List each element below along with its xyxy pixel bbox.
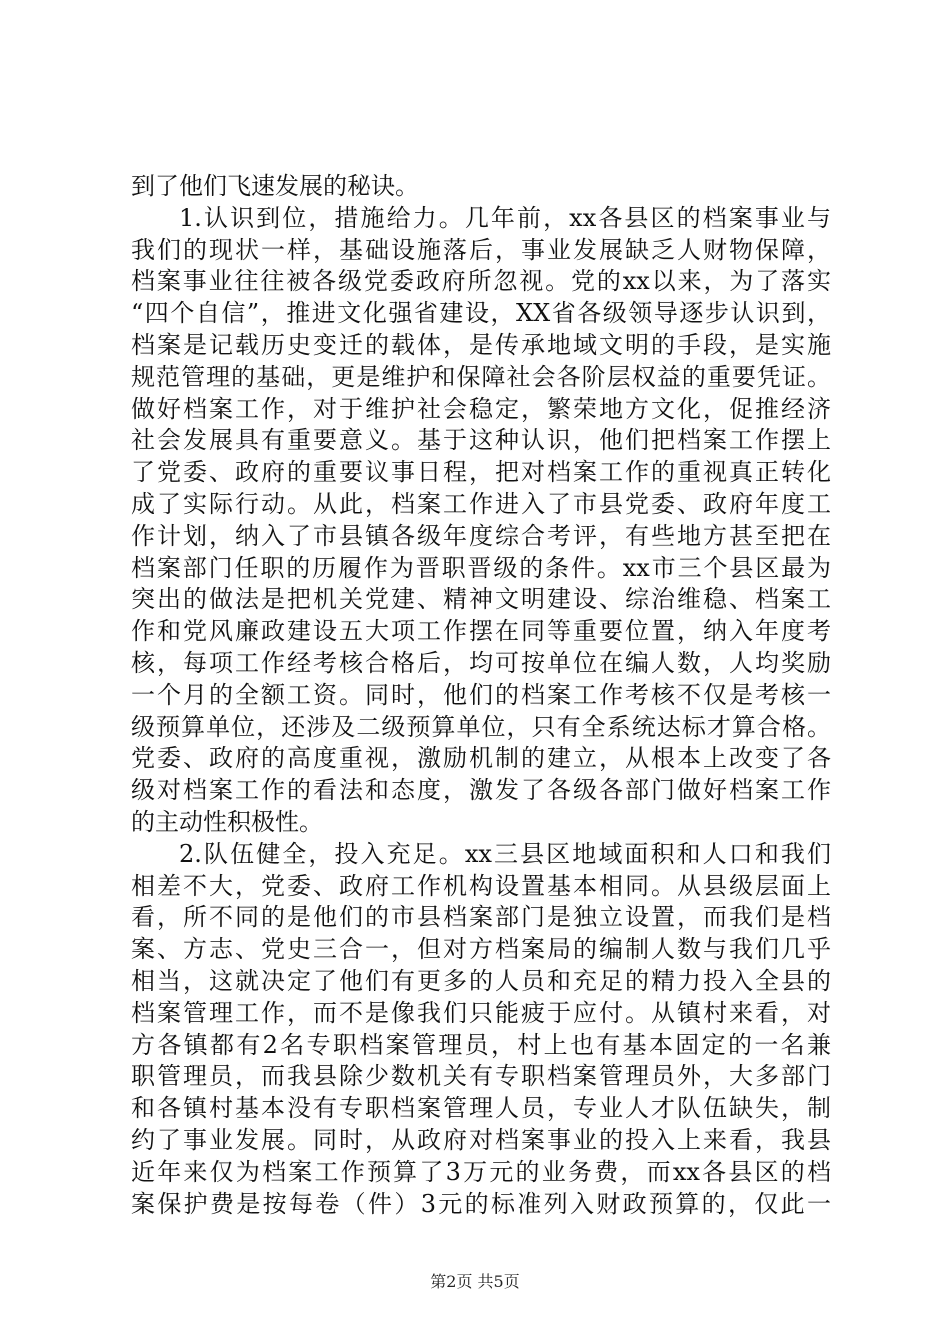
text-line: 档案管理工作，而不是像我们只能疲于应付。从镇村来看，对 [131, 998, 831, 1027]
text-line: 作和党风廉政建设五大项工作摆在同等重要位置，纳入年度考 [131, 617, 831, 646]
text-line: 1.认识到位，措施给力。几年前，xx各县区的档案事业与 [179, 203, 831, 232]
text-line: 档案部门任职的历履作为晋职晋级的条件。xx市三个县区最为 [131, 553, 831, 582]
text-line: 作计划，纳入了市县镇各级年度综合考评，有些地方甚至把在 [131, 521, 831, 550]
text-line: 级对档案工作的看法和态度，激发了各级各部门做好档案工作 [131, 776, 831, 805]
text-line: 做好档案工作，对于维护社会稳定，繁荣地方文化，促推经济 [131, 394, 831, 423]
text-line: 档案事业往往被各级党委政府所忽视。党的xx以来，为了落实 [131, 267, 831, 296]
text-line: 和各镇村基本没有专职档案管理人员，专业人才队伍缺失，制 [131, 1094, 831, 1123]
text-line: 案保护费是按每卷（件）3元的标准列入财政预算的，仅此一 [131, 1189, 831, 1218]
text-line: 突出的做法是把机关党建、精神文明建设、综治维稳、档案工 [131, 585, 831, 614]
text-line: 2.队伍健全，投入充足。xx三县区地域面积和人口和我们 [179, 839, 831, 868]
text-line: 方各镇都有2名专职档案管理员，村上也有基本固定的一名兼 [131, 1030, 831, 1059]
text-line: 成了实际行动。从此，档案工作进入了市县党委、政府年度工 [131, 489, 831, 518]
text-line: 规范管理的基础，更是维护和保障社会各阶层权益的重要凭证。 [131, 362, 831, 391]
text-line: 相当，这就决定了他们有更多的人员和充足的精力投入全县的 [131, 966, 831, 995]
text-line: 约了事业发展。同时，从政府对档案事业的投入上来看，我县 [131, 1125, 831, 1154]
text-line: 核，每项工作经考核合格后，均可按单位在编人数，人均奖励 [131, 648, 831, 677]
text-line: 党委、政府的高度重视，激励机制的建立，从根本上改变了各 [131, 744, 831, 773]
text-line: 级预算单位，还涉及二级预算单位，只有全系统达标才算合格。 [131, 712, 831, 741]
text-line: 近年来仅为档案工作预算了3万元的业务费，而xx各县区的档 [131, 1157, 831, 1186]
text-line: 社会发展具有重要意义。基于这种认识，他们把档案工作摆上 [131, 426, 831, 455]
document-body [131, 171, 831, 1220]
text-line: 档案是记载历史变迁的载体，是传承地域文明的手段，是实施 [131, 330, 831, 359]
text-line: 我们的现状一样，基础设施落后，事业发展缺乏人财物保障， [131, 235, 831, 264]
text-line: 相差不大，党委、政府工作机构设置基本相同。从县级层面上 [131, 871, 831, 900]
text-line: 了党委、政府的重要议事日程，把对档案工作的重视真正转化 [131, 458, 831, 487]
text-line: 看，所不同的是他们的市县档案部门是独立设置，而我们是档 [131, 903, 831, 932]
text-line: 一个月的全额工资。同时，他们的档案工作考核不仅是考核一 [131, 680, 831, 709]
text-line: 的主动性积极性。 [131, 807, 323, 836]
text-line: 到了他们飞速发展的秘诀。 [131, 172, 419, 200]
text-line: “四个自信”，推进文化强省建设，XX省各级领导逐步认识到， [131, 299, 831, 328]
text-line: 职管理员，而我县除少数机关有专职档案管理员外，大多部门 [131, 1062, 831, 1091]
text-line: 案、方志、党史三合一，但对方档案局的编制人数与我们几乎 [131, 935, 831, 964]
page-footer: 第2页 共5页 [430, 1272, 520, 1291]
